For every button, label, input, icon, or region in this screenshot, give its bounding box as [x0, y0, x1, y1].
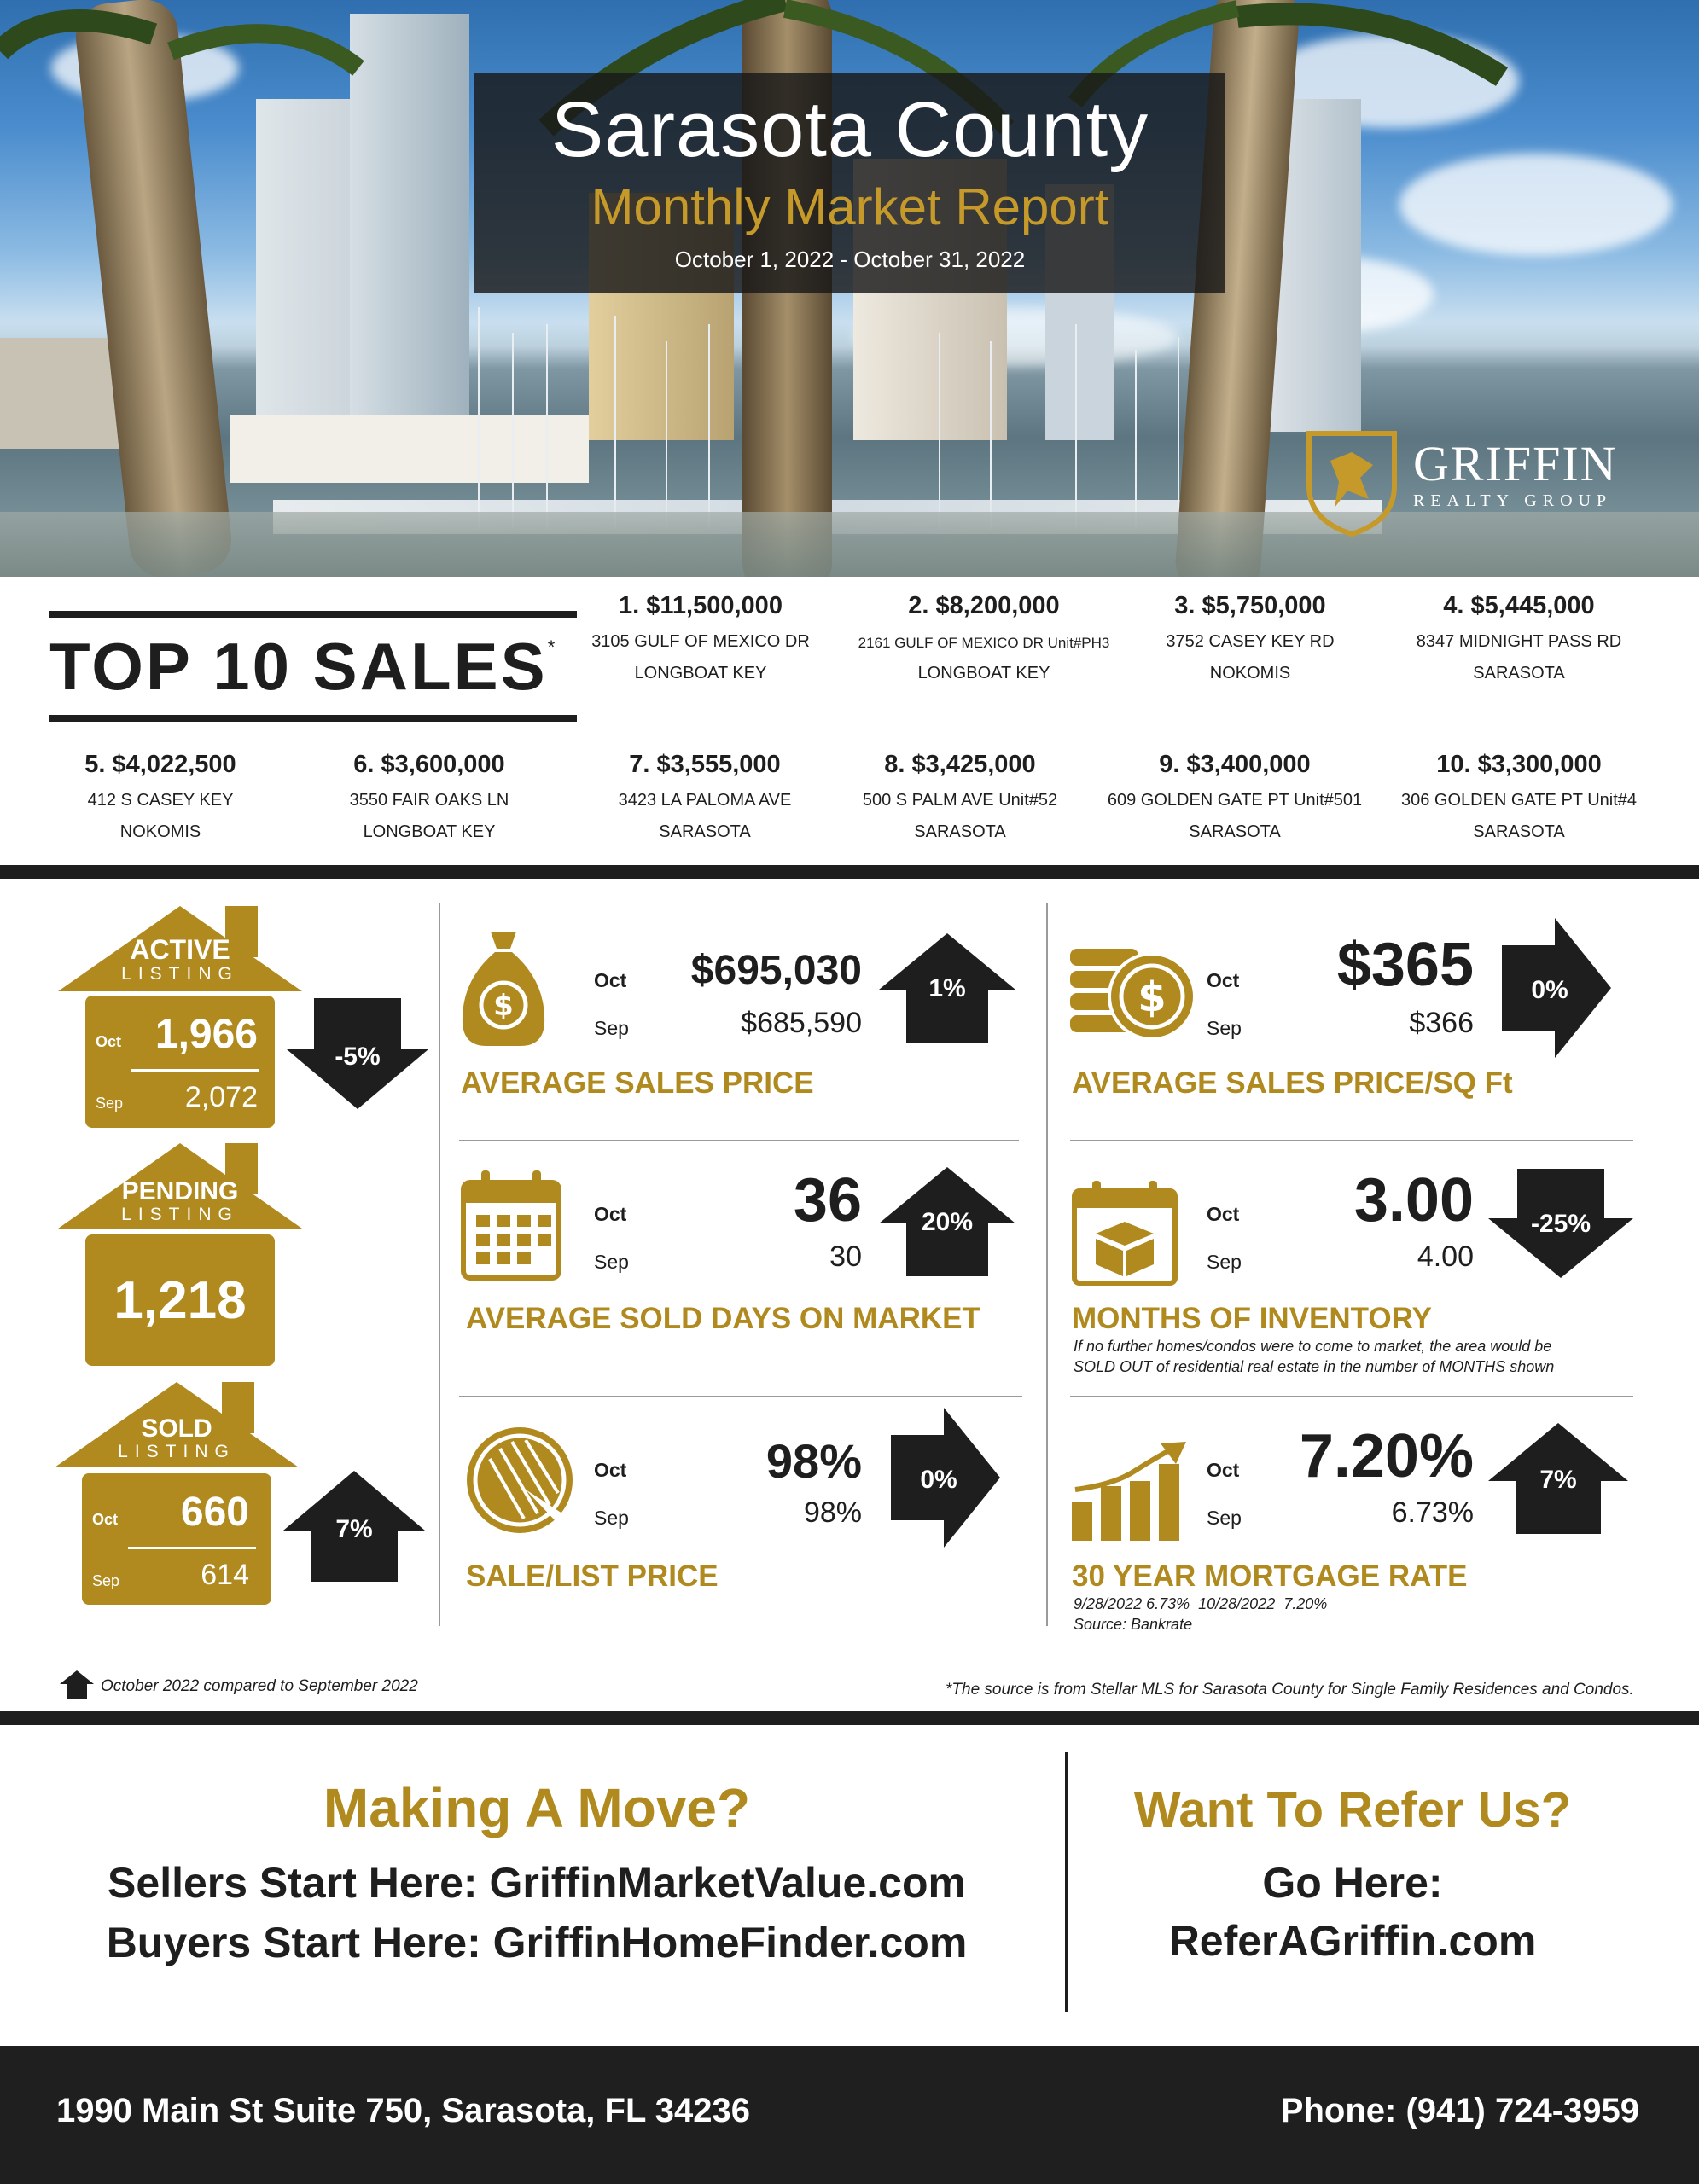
month-label-sep: Sep [96, 1095, 124, 1112]
sale-price: 7. $3,555,000 [629, 751, 781, 778]
money-bag-icon [461, 930, 546, 1048]
column-divider [439, 903, 440, 1626]
active-sep-value: 2,072 [184, 1081, 258, 1113]
inventory-note-line2: SOLD OUT of residential real estate in the number of MONTHS shown [1074, 1358, 1555, 1375]
sale-item [564, 592, 837, 683]
go-here-label: Go Here: [1262, 1859, 1443, 1907]
sale-item [1382, 751, 1655, 842]
sale-item [1114, 592, 1387, 683]
logo-tagline: REALTY GROUP [1413, 491, 1613, 510]
mortgage-sep: 6.73% [1391, 1496, 1474, 1529]
avg-price-title: AVERAGE SALES PRICE [461, 1066, 814, 1100]
row-divider [1070, 1396, 1633, 1397]
sale-city: LONGBOAT KEY [363, 822, 496, 841]
title-box [474, 73, 1225, 293]
report-dates: October 1, 2022 - October 31, 2022 [674, 247, 1026, 272]
month-label-sep: Sep [1207, 1017, 1242, 1039]
sale-item [847, 592, 1120, 683]
sale-city: NOKOMIS [119, 822, 201, 841]
sale-address: 3105 GULF OF MEXICO DR [591, 632, 810, 651]
sale-item [568, 751, 841, 842]
cta-divider [1065, 1752, 1068, 2012]
footer-bar [0, 2046, 1699, 2184]
inventory-box-calendar-icon [1072, 1181, 1178, 1287]
sale-item [1382, 592, 1655, 683]
inventory-change: -25% [1530, 1210, 1591, 1238]
sale-address: 3550 FAIR OAKS LN [349, 791, 509, 810]
month-label-oct: Oct [594, 1459, 627, 1481]
sale-price: 1. $11,500,000 [619, 592, 783, 619]
sold-oct-value: 660 [180, 1490, 249, 1535]
sale-address: 412 S CASEY KEY [87, 791, 234, 810]
sold-listing-sublabel: LISTING [118, 1442, 236, 1461]
sale-price: 4. $5,445,000 [1443, 592, 1595, 619]
active-listing-label: ACTIVE [130, 934, 230, 965]
sale-city: SARASOTA [1473, 822, 1565, 841]
sale-city: SARASOTA [659, 822, 751, 841]
days-market-oct: 36 [793, 1166, 862, 1234]
making-move-heading: Making A Move? [323, 1777, 751, 1838]
sale-price: 5. $4,022,500 [84, 751, 236, 778]
report-title: Sarasota County [550, 86, 1149, 173]
column-divider [1046, 903, 1048, 1626]
month-label-oct: Oct [594, 969, 627, 991]
sale-item [823, 751, 1097, 842]
top10-heading [49, 628, 579, 710]
sale-city: LONGBOAT KEY [917, 664, 1050, 682]
section-divider [0, 1711, 1699, 1725]
sale-list-change: 0% [920, 1466, 957, 1494]
mortgage-note-line2: Source: Bankrate [1074, 1616, 1193, 1633]
month-label-oct: Oct [1207, 969, 1240, 991]
sale-list-sep: 98% [803, 1496, 862, 1529]
legend-source: *The source is from Stellar MLS for Sarasota County for Single Family Residences and Condos. [946, 1681, 1634, 1699]
month-label-sep: Sep [1207, 1251, 1242, 1273]
mortgage-change: 7% [1539, 1466, 1577, 1494]
logo-wordmark: GRIFFIN [1413, 436, 1618, 491]
sale-address: 3752 CASEY KEY RD [1166, 632, 1335, 651]
avg-sqft-sep: $366 [1409, 1007, 1474, 1039]
calendar-icon [461, 1170, 561, 1281]
inventory-title: MONTHS OF INVENTORY [1072, 1302, 1432, 1335]
month-label-oct: Oct [92, 1511, 119, 1528]
pending-value: 1,218 [113, 1271, 247, 1330]
sale-item [293, 751, 566, 842]
days-market-sep: 30 [829, 1240, 862, 1273]
mortgage-oct: 7.20% [1299, 1422, 1474, 1490]
sale-city: SARASOTA [1473, 664, 1565, 682]
active-change: -5% [335, 1043, 381, 1071]
growth-chart-icon [1072, 1442, 1188, 1541]
hero-banner [0, 0, 1699, 577]
avg-price-sep: $685,590 [741, 1007, 862, 1039]
sale-city: SARASOTA [914, 822, 1006, 841]
avg-price-oct: $695,030 [690, 948, 862, 993]
top10-rule-top [49, 611, 577, 618]
inventory-note-line1: If no further homes/condos were to come to market, the area would be [1074, 1338, 1552, 1355]
sale-price: 6. $3,600,000 [353, 751, 505, 778]
avg-sqft-oct: $365 [1336, 931, 1474, 999]
footer-address: 1990 Main St Suite 750, Sarasota, FL 34236 [56, 2092, 751, 2129]
card-rule [128, 1547, 256, 1549]
active-listing-card [85, 996, 275, 1128]
sale-address: 306 GOLDEN GATE PT Unit#4 [1400, 791, 1638, 810]
month-label-oct: Oct [96, 1033, 122, 1050]
legend-comparison: October 2022 compared to September 2022 [101, 1677, 418, 1695]
sellers-link[interactable]: Sellers Start Here: GriffinMarketValue.com [108, 1859, 966, 1907]
section-divider [0, 865, 1699, 879]
days-market-title: AVERAGE SOLD DAYS ON MARKET [466, 1302, 980, 1335]
sold-listing-card [82, 1473, 271, 1605]
refer-heading: Want To Refer Us? [1133, 1782, 1572, 1838]
card-rule [131, 1069, 259, 1072]
svg-text:$: $ [493, 989, 514, 1023]
top10-rule-bottom [49, 715, 577, 722]
avg-sqft-title: AVERAGE SALES PRICE/SQ Ft [1072, 1066, 1513, 1100]
top10-asterisk: * [547, 636, 558, 658]
avg-price-change: 1% [928, 974, 966, 1002]
month-label-sep: Sep [594, 1251, 629, 1273]
buyers-link[interactable]: Buyers Start Here: GriffinHomeFinder.com [106, 1919, 968, 1966]
sale-item [1098, 751, 1371, 842]
sale-address: 500 S PALM AVE Unit#52 [862, 791, 1058, 810]
footer-phone[interactable]: Phone: (941) 724-3959 [1280, 2092, 1639, 2129]
sale-city: SARASOTA [1189, 822, 1281, 841]
gauge-dial-icon [464, 1425, 575, 1536]
sale-list-oct: 98% [765, 1434, 862, 1488]
sale-city: NOKOMIS [1209, 664, 1291, 682]
sale-item [24, 751, 297, 842]
sale-price: 10. $3,300,000 [1436, 751, 1602, 778]
avg-sqft-change: 0% [1531, 976, 1568, 1004]
month-label-oct: Oct [1207, 1203, 1240, 1225]
report-subtitle: Monthly Market Report [591, 178, 1109, 235]
sold-sep-value: 614 [201, 1559, 249, 1591]
griffin-shield-icon [1300, 427, 1403, 537]
sale-price: 9. $3,400,000 [1159, 751, 1311, 778]
month-label-oct: Oct [594, 1203, 627, 1225]
days-market-change: 20% [921, 1208, 974, 1236]
mortgage-title: 30 YEAR MORTGAGE RATE [1072, 1560, 1468, 1593]
mortgage-note-line1: 9/28/2022 6.73% 10/28/2022 7.20% [1074, 1595, 1328, 1612]
inventory-oct: 3.00 [1353, 1166, 1474, 1234]
sale-price: 3. $5,750,000 [1174, 592, 1326, 619]
legend-arrow-up-icon [60, 1670, 94, 1699]
griffin-logo [1300, 427, 1676, 537]
refer-link[interactable]: ReferAGriffin.com [1168, 1917, 1537, 1965]
svg-text:$: $ [1138, 973, 1167, 1021]
sale-price: 2. $8,200,000 [908, 592, 1060, 619]
sale-address: 2161 GULF OF MEXICO DR Unit#PH3 [858, 635, 1110, 651]
month-label-sep: Sep [1207, 1507, 1242, 1529]
month-label-sep: Sep [92, 1572, 120, 1589]
row-divider [459, 1396, 1022, 1397]
coins-dollar-icon [1070, 944, 1198, 1046]
top10-heading-text: TOP 10 SALES [49, 629, 548, 704]
sold-change: 7% [335, 1515, 373, 1543]
sale-address: 609 GOLDEN GATE PT Unit#501 [1107, 791, 1363, 810]
pending-listing-label: PENDING [121, 1177, 239, 1205]
sale-list-title: SALE/LIST PRICE [466, 1560, 719, 1593]
month-label-oct: Oct [1207, 1459, 1240, 1481]
sale-city: LONGBOAT KEY [634, 664, 767, 682]
active-oct-value: 1,966 [154, 1012, 258, 1057]
month-label-sep: Sep [594, 1507, 629, 1529]
sale-address: 3423 LA PALOMA AVE [618, 791, 792, 810]
sale-address: 8347 MIDNIGHT PASS RD [1416, 632, 1622, 651]
pending-listing-card [85, 1234, 275, 1366]
month-label-sep: Sep [594, 1017, 629, 1039]
row-divider [1070, 1140, 1633, 1141]
pending-listing-sublabel: LISTING [121, 1205, 239, 1224]
row-divider [459, 1140, 1019, 1141]
sold-listing-label: SOLD [141, 1414, 212, 1443]
sale-price: 8. $3,425,000 [884, 751, 1036, 778]
inventory-sep: 4.00 [1417, 1240, 1474, 1273]
active-listing-sublabel: LISTING [121, 964, 239, 984]
